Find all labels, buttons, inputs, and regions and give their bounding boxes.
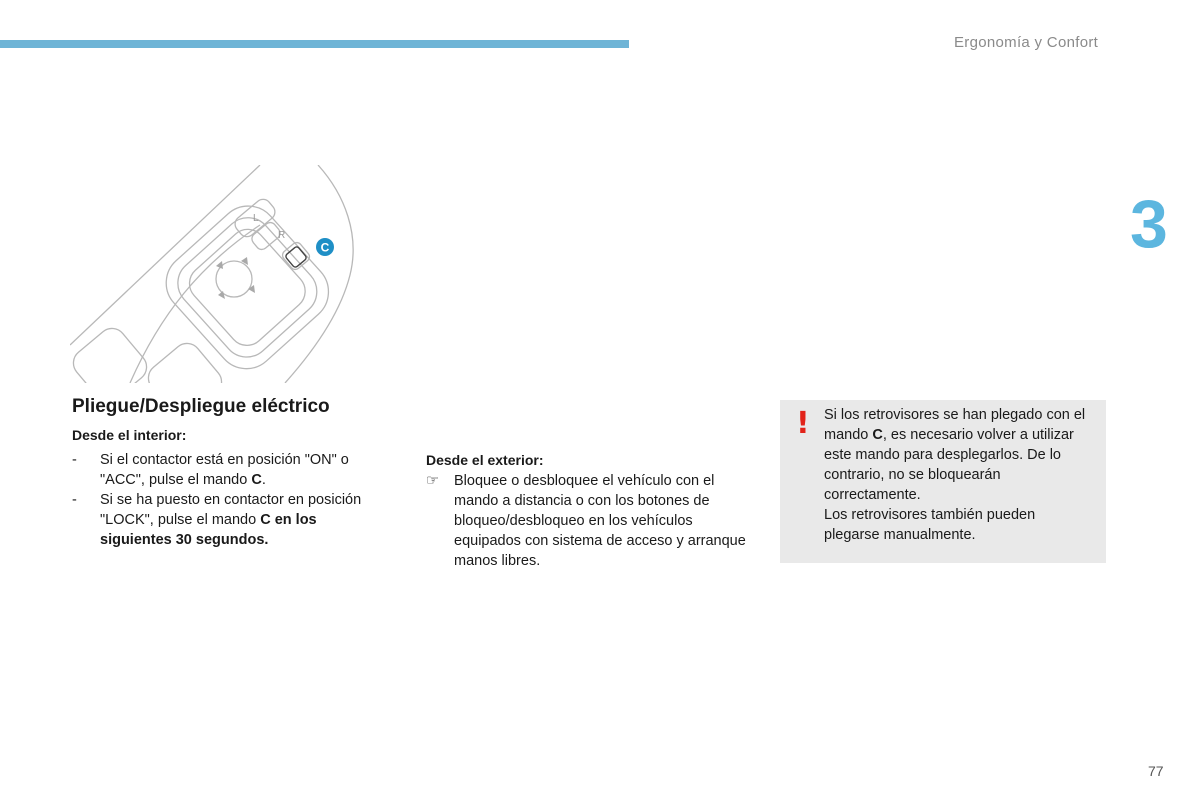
exterior-instructions — [426, 471, 746, 571]
page-heading: Pliegue/Despliegue eléctrico — [72, 396, 330, 417]
exclamation-icon: ! — [796, 406, 810, 441]
page-number: 77 — [1148, 763, 1164, 779]
list-item: - Si el contactor está en posición "ON" o "ACC", pulse el mando C. — [72, 452, 349, 488]
pointing-hand-icon: ☞ — [426, 473, 439, 489]
exterior-heading: Desde el exterior: — [426, 452, 544, 468]
warning-paragraph: Si los retrovisores se han plegado con el mando C, es necesario volver a utilizar este mando para desplegarlos. De lo contrario, no se bloquearán correctamente. — [824, 407, 1086, 503]
callout-c-label: C — [320, 240, 330, 255]
warning-text — [824, 405, 1094, 545]
interior-heading: Desde el interior: — [72, 427, 187, 443]
header-accent-bar — [0, 40, 629, 48]
mirror-control-illustration — [70, 165, 370, 383]
list-item: ☞ Bloquee o desbloquee el vehículo con el mando a distancia o con los botones de bloqueo/desbloqueo en los vehículos equipados con sistema de acceso y arranque manos libres. — [426, 473, 746, 569]
interior-instructions — [72, 450, 392, 550]
dash-bullet: - — [72, 452, 77, 468]
mirror-selector-left-label: L — [253, 213, 259, 224]
warning-paragraph: Los retrovisores también pueden plegarse manualmente. — [824, 507, 1036, 543]
warning-box — [780, 400, 1106, 563]
chapter-number: 3 — [1130, 186, 1168, 262]
dash-bullet: - — [72, 492, 77, 508]
mirror-selector-right-label: R — [278, 230, 286, 241]
section-title: Ergonomía y Confort — [954, 34, 1099, 51]
list-item: - Si se ha puesto en contactor en posición "LOCK", pulse el mando C en los siguientes 30 segundos. — [72, 492, 362, 548]
